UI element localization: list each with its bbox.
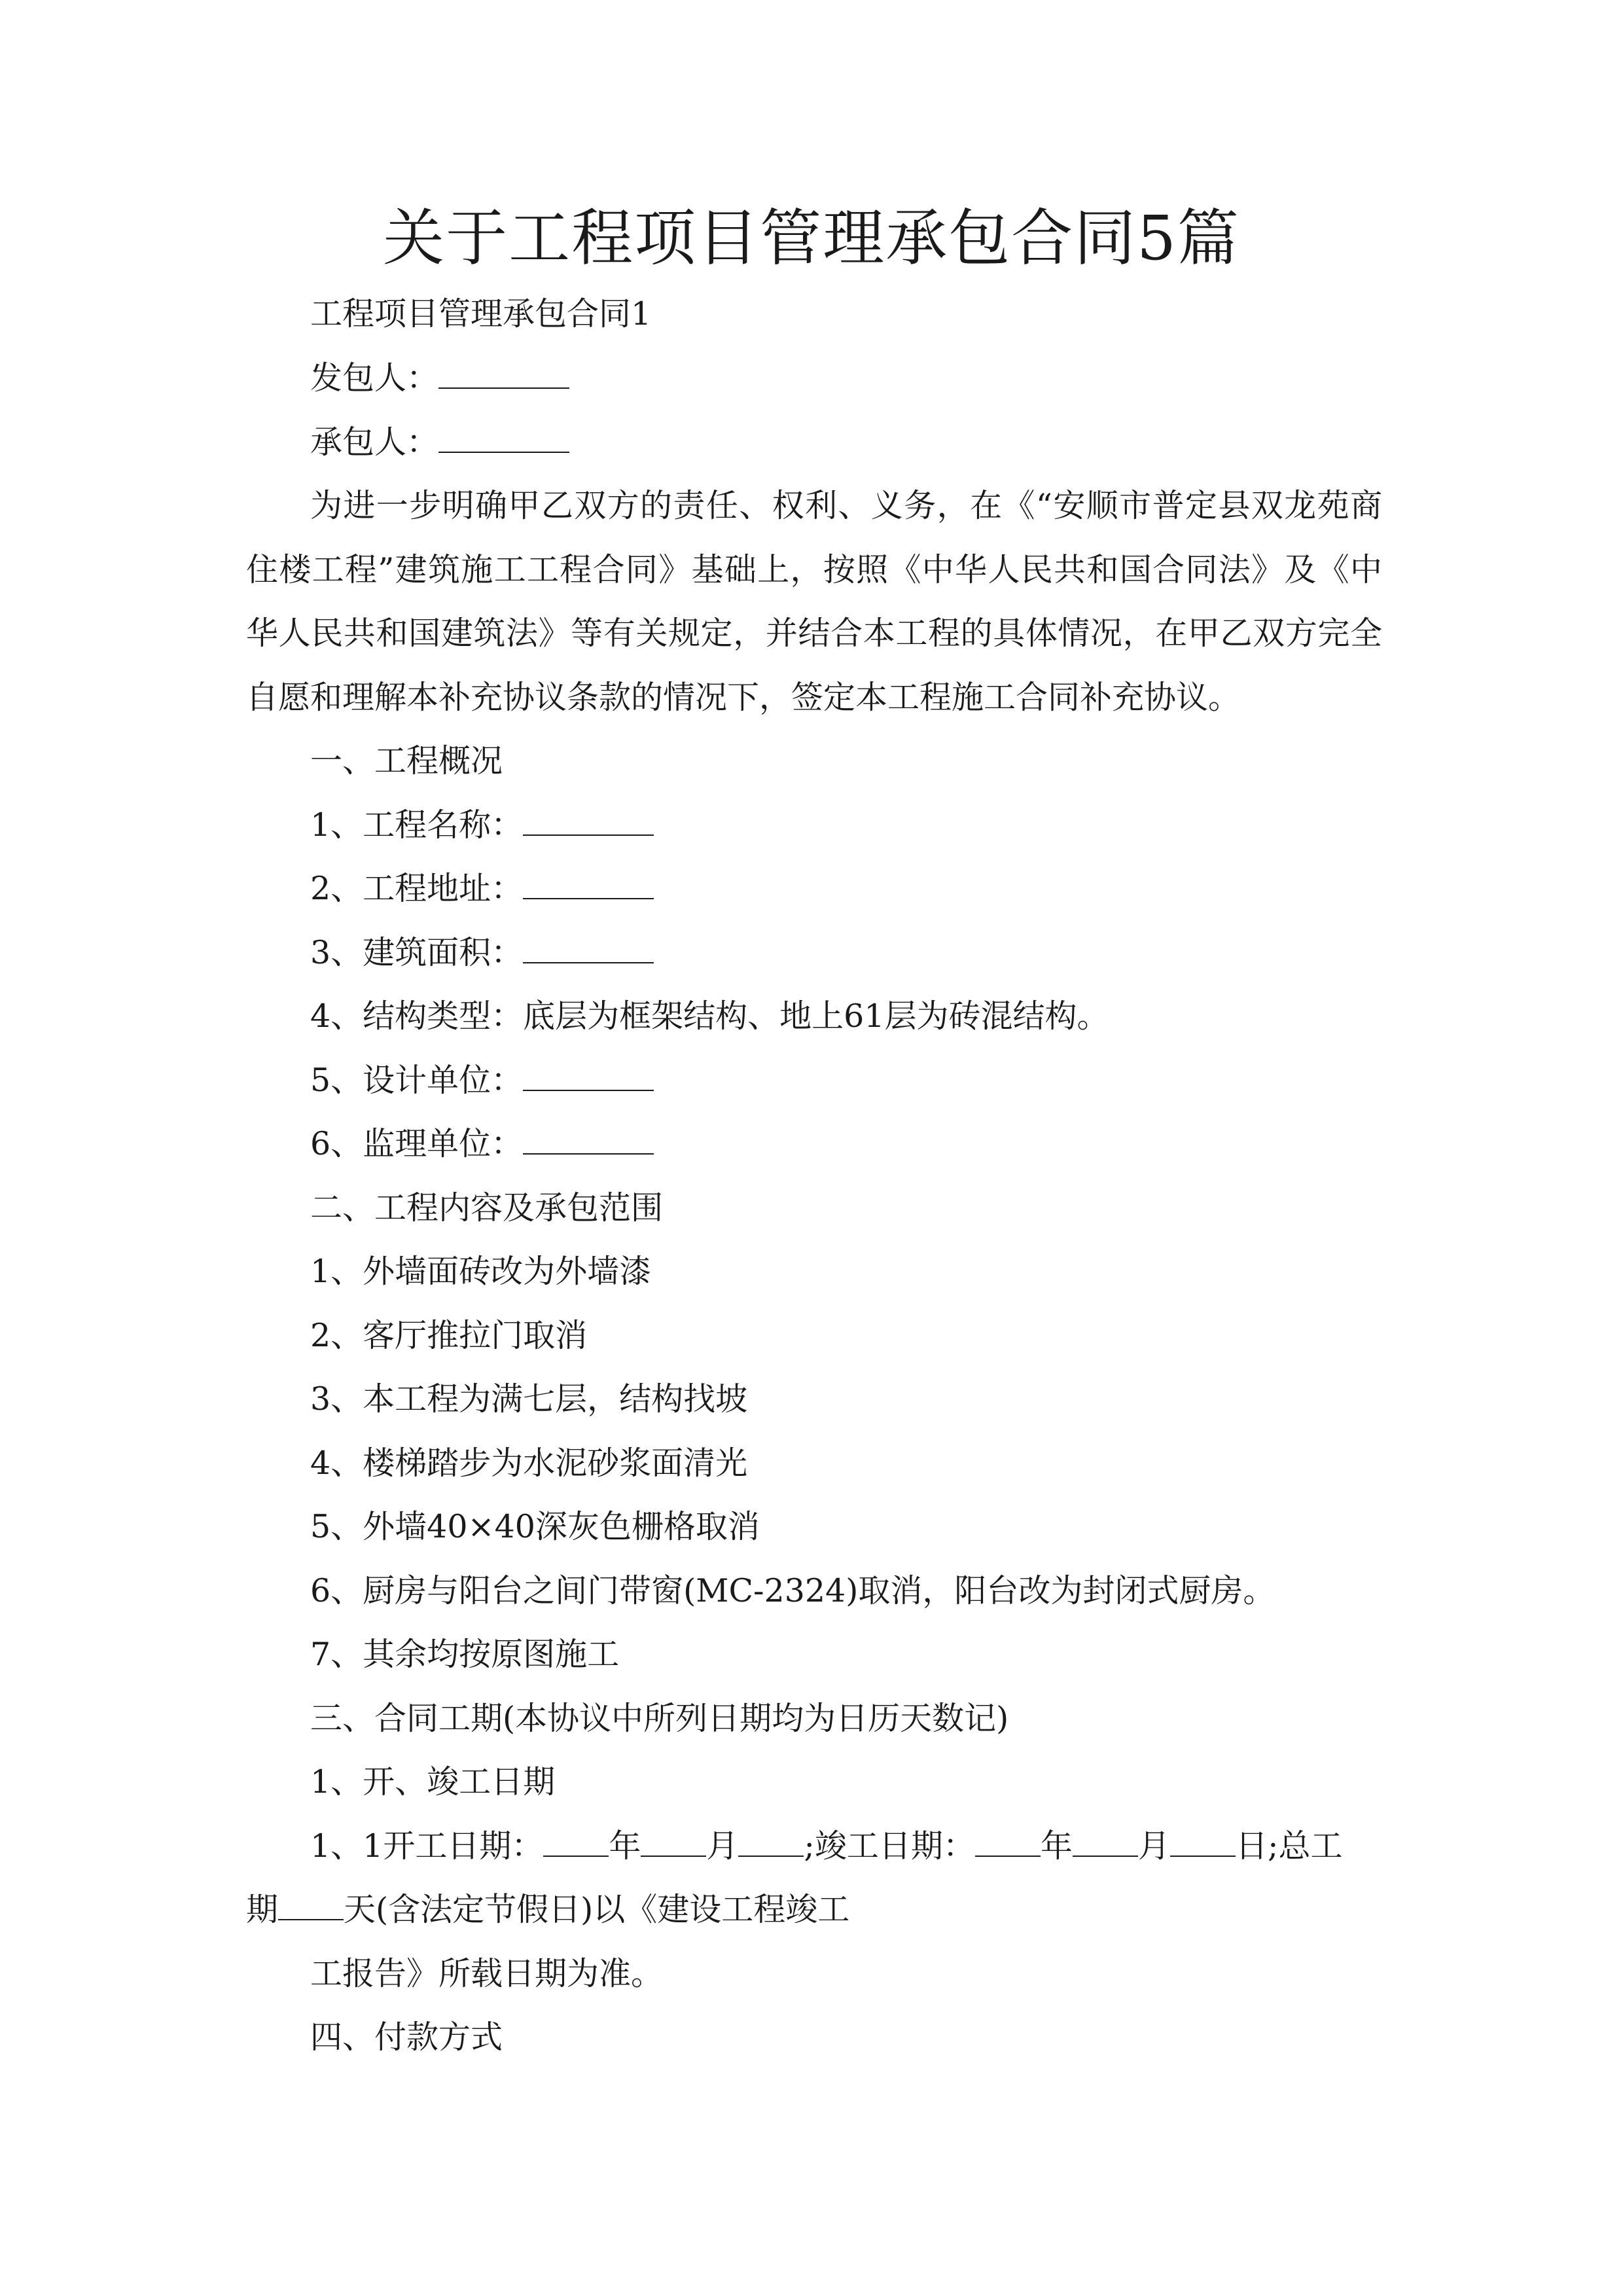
building-area-blank [523,931,654,963]
list-item: 4、楼梯踏步为水泥砂浆面清光 [310,1444,748,1482]
end-month-blank [1073,1824,1138,1857]
day-total-label: 日;总工 [1235,1827,1343,1865]
building-area-label: 3、建筑面积： [310,934,524,971]
year-label: 年 [1040,1827,1073,1865]
section-heading: 四、付款方式 [310,2018,503,2056]
subsection-heading: 1、开、竣工日期 [310,1763,556,1801]
date-line-continued [246,1887,1382,1933]
year-label: 年 [609,1827,641,1865]
list-item: 7、其余均按原图施工 [310,1636,620,1673]
design-unit-blank [523,1058,654,1091]
design-unit-label: 5、设计单位： [310,1062,524,1099]
month-label: 月 [1137,1827,1170,1865]
project-address-label: 2、工程地址： [310,870,524,907]
list-item: 2、客厅推拉门取消 [310,1317,588,1354]
intro-line: 自愿和理解本补充协议条款的情况下，签定本工程施工合同补充协议。 [246,679,1241,716]
contractor-blank [438,420,569,453]
contractor-line [310,420,1446,465]
employer-label: 发包人： [310,359,439,397]
employer-blank [438,356,569,389]
contractor-label: 承包人： [310,423,439,461]
list-item: 1、外墙面砖改为外墙漆 [310,1253,652,1290]
project-address-line [310,866,1446,912]
section-heading: 三、合同工期(本协议中所列日期均为日历天数记) [310,1700,1009,1737]
contract-subtitle: 工程项目管理承包合同1 [310,295,652,332]
period-rest: 天(含法定节假日)以《建设工程竣工 [344,1891,850,1928]
project-name-label: 1、工程名称： [310,806,524,844]
supervision-unit-line [310,1121,1446,1167]
date-line-end: 工报告》所载日期为准。 [310,1955,664,1992]
intro-line: 住楼工程”建筑施工工程合同》基础上，按照《中华人民共和国合同法》及《中 [246,551,1382,588]
start-day-blank [738,1824,804,1857]
supervision-unit-blank [523,1122,654,1155]
intro-line: 华人民共和国建筑法》等有关规定，并结合本工程的具体情况，在甲乙双方完全 [246,615,1382,652]
section-heading: 二、工程内容及承包范围 [310,1189,664,1227]
start-date-label: 1、1开工日期： [310,1827,544,1865]
month-label: 月 [706,1827,739,1865]
period-label: 期 [246,1891,279,1928]
section-heading: 一、工程概况 [310,742,503,780]
list-item: 5、外墙40×40深灰色栅格取消 [310,1508,760,1545]
supervision-unit-label: 6、监理单位： [310,1125,524,1162]
date-line [310,1823,1446,1869]
total-days-blank [278,1888,344,1920]
start-month-blank [641,1824,706,1857]
list-item: 6、厨房与阳台之间门带窗(MC-2324)取消，阳台改为封闭式厨房。 [310,1572,1275,1609]
start-year-blank [543,1824,609,1857]
employer-line [310,355,1446,401]
design-unit-line [310,1058,1446,1103]
structure-type-line: 4、结构类型：底层为框架结构、地上61层为砖混结构。 [310,997,1109,1035]
document-title: 关于工程项目管理承包合同5篇 [383,203,1240,274]
project-name-line [310,802,1446,848]
list-item: 3、本工程为满七层，结构找坡 [310,1380,748,1418]
completion-date-label: ;竣工日期： [804,1827,975,1865]
intro-line: 为进一步明确甲乙双方的责任、权利、义务，在《“安顺市普定县双龙苑商 [310,487,1382,524]
project-name-blank [523,803,654,836]
end-day-blank [1170,1824,1236,1857]
project-address-blank [523,867,654,899]
end-year-blank [975,1824,1041,1857]
building-area-line [310,930,1446,976]
